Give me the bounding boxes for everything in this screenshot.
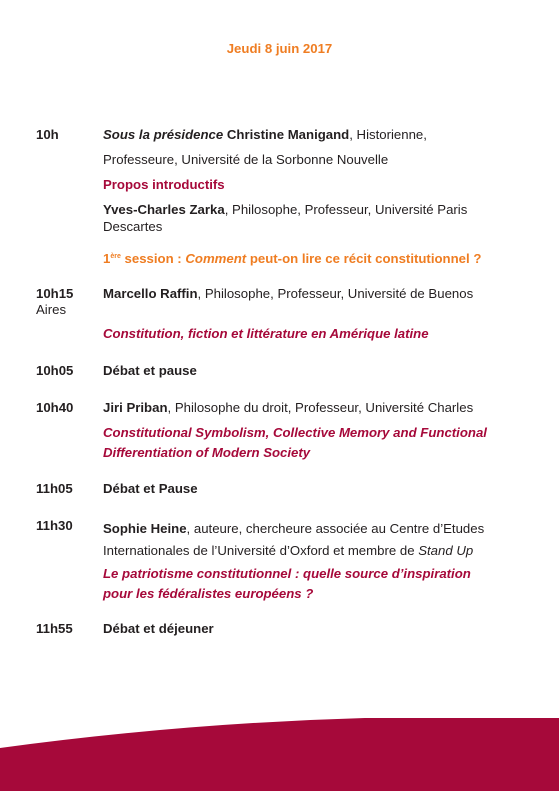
time-11h55: 11h55 [36, 621, 73, 636]
talk-raffin: Constitution, fiction et littérature en Amérique latine [103, 326, 429, 341]
intro-speaker-affiliation: , Philosophe, Professeur, Université Paris [224, 202, 468, 217]
break-1: Débat et pause [103, 363, 197, 378]
break-2: Débat et Pause [103, 481, 198, 496]
session-number: 1 [103, 251, 111, 266]
footer-band [0, 718, 559, 791]
chair-name: Christine Manigand [226, 127, 350, 142]
page-date: Jeudi 8 juin 2017 [226, 41, 333, 56]
time-10h15: 10h15 [36, 286, 74, 301]
intro-label: Propos introductifs [103, 177, 225, 192]
speaker-raffin [103, 286, 473, 301]
talk-heine-line1: Le patriotisme constitutionnel : quelle source d’inspiration [103, 566, 471, 581]
footer-wave [0, 718, 559, 791]
speaker-priban-affiliation: , Philosophe du droit, Professeur, Université Charles [167, 400, 474, 415]
time-10h40: 10h40 [36, 400, 74, 415]
speaker-raffin-affiliation: , Philosophe, Professeur, Université de Buenos [197, 286, 474, 301]
intro-speaker-name: Yves-Charles Zarka [103, 202, 225, 217]
speaker-heine [103, 518, 533, 562]
time-continuation: Aires [36, 302, 67, 317]
session-number-suffix: ère [110, 253, 121, 260]
talk-priban-line2: Differentiation of Modern Society [103, 445, 311, 460]
speaker-heine-affiliation: , auteure, chercheure associée au Centre d’Etudes [186, 521, 485, 536]
talk-priban-line1: Constitutional Symbolism, Collective Memory and Functional [103, 425, 487, 440]
lunch-break: Débat et déjeuner [103, 621, 214, 636]
speaker-heine-name: Sophie Heine [103, 521, 187, 536]
speaker-priban [103, 400, 473, 415]
speaker-heine-affiliation-line2: Internationales de l’Université d’Oxford et membre de [103, 543, 419, 558]
intro-speaker-affiliation-line2: Descartes [103, 219, 163, 234]
time-11h30: 11h30 [36, 518, 73, 533]
speaker-raffin-name: Marcello Raffin [103, 286, 198, 301]
session-italic: Comment [185, 251, 247, 266]
chair-line [103, 127, 427, 142]
chair-affiliation-line2: Professeure, Université de la Sorbonne Nouvelle [103, 152, 389, 167]
time-10h05: 10h05 [36, 363, 74, 378]
time-10h: 10h [36, 127, 59, 142]
time-11h05: 11h05 [36, 481, 73, 496]
talk-heine-line2: pour les fédéralistes européens ? [103, 586, 314, 601]
session-pre: session : [120, 251, 186, 266]
session-title [103, 251, 481, 266]
session-post: peut-on lire ce récit constitutionnel ? [246, 251, 482, 266]
talk-priban [103, 423, 523, 463]
speaker-heine-standup: Stand Up [418, 543, 474, 558]
chair-affiliation: , Historienne, [349, 127, 427, 142]
intro-speaker [103, 201, 523, 235]
speaker-priban-name: Jiri Priban [103, 400, 168, 415]
talk-heine [103, 564, 523, 604]
presidency-label: Sous la présidence [103, 127, 224, 142]
